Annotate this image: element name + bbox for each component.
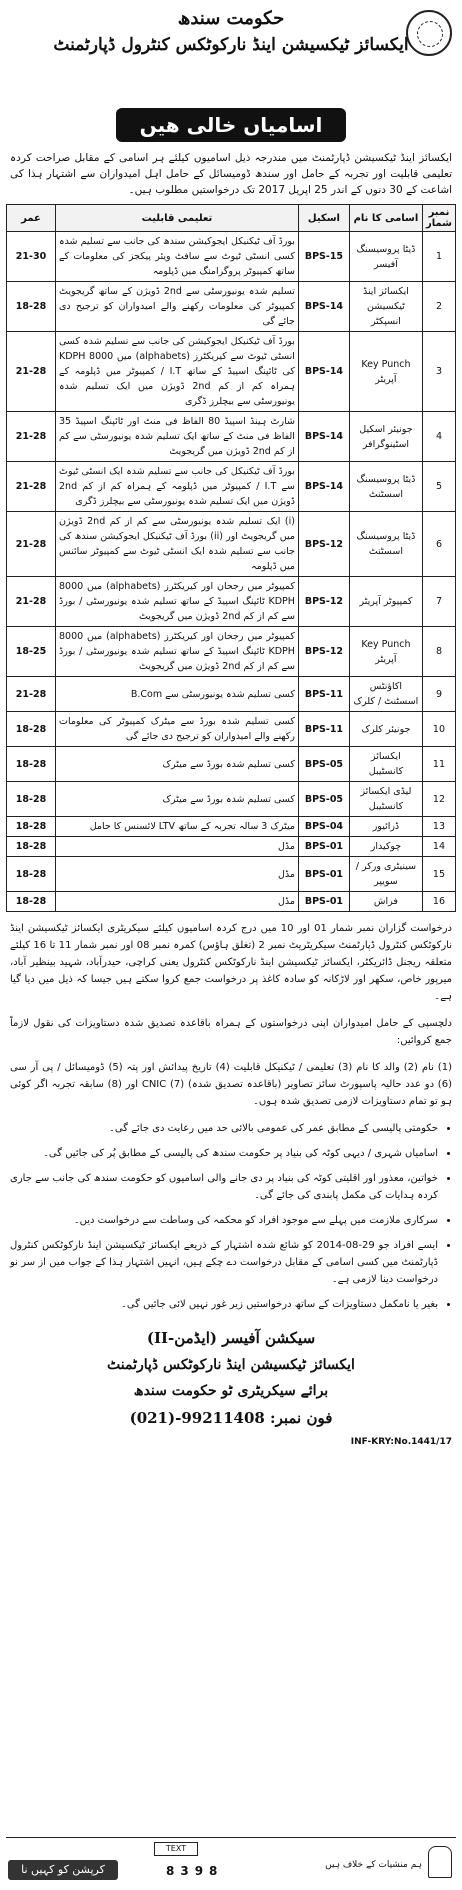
row-number: 14	[422, 837, 455, 857]
qualification: تسلیم شدہ یونیورسٹی سے 2nd ڈویژن کے ساتھ گریجویٹ کمپیوٹر کی معلومات رکھنے والے امیدواران کو ترجیح دی جائے گی	[56, 282, 299, 332]
row-number: 16	[422, 892, 455, 912]
header-post: اسامی کا نام	[349, 205, 422, 232]
table-row	[7, 232, 456, 282]
qualification: مڈل	[56, 892, 299, 912]
pay-scale: BPS-01	[298, 857, 349, 892]
qualification: کسی تسلیم شدہ بورڈ سے میٹرک کمپیوٹر کی معلومات رکھنے والے امیدواران کو ترجیح دی جائے گی	[56, 712, 299, 747]
signatory-department: ایکسائز ٹیکسیشن اینڈ نارکوٹکس ڈپارٹمنٹ	[107, 1357, 355, 1373]
age-limit: 21-30	[7, 232, 56, 282]
row-number: 2	[422, 282, 455, 332]
row-number: 6	[422, 512, 455, 577]
note-item: • سرکاری ملازمت میں پہلے سے موجود افراد کو محکمہ کی وساطت سے درخواست دیں۔	[10, 1212, 438, 1229]
age-limit: 21-28	[7, 412, 56, 462]
row-number: 12	[422, 782, 455, 817]
post-name: ڈرائیور	[349, 817, 422, 837]
reference-number: INF-KRY:No.1441/17	[350, 1437, 452, 1447]
footer	[6, 1837, 456, 1884]
text-label: TEXT	[154, 1842, 198, 1856]
anti-drug-slogan: ہم منشیات کے خلاف ہیں	[325, 1860, 422, 1870]
qualification: کسی تسلیم شدہ یونیورسٹی سے B.Com	[56, 677, 299, 712]
documents-title: دلچسپی کے حامل امیدواران اپنی درخواستوں کے ہمراہ باقاعدہ تصدیق شدہ دستاویزات کی نقول لازماً جمع کروائیں:	[10, 1018, 452, 1046]
row-number: 8	[422, 627, 455, 677]
mascot-icon	[428, 1846, 452, 1878]
qualification: میٹرک 3 سالہ تجربہ کے ساتھ LTV لائسنس کا حامل	[56, 817, 299, 837]
note-item: • بغیر یا نامکمل دستاویزات کے ساتھ درخواستیں زیر غور نہیں لائی جائیں گی۔	[10, 1296, 438, 1313]
table-row	[7, 892, 456, 912]
qualification: (i) ایک تسلیم شدہ یونیورسٹی سے کم از کم 2nd ڈویژن میں گریجویٹ اور (ii) بورڈ آف ٹیکنیکل ایجوکیشن سندھ کی جانب سے تسلیم شدہ ایک انسٹی ٹیوٹ سے کمپیوٹر سائنس میں ڈپلومہ	[56, 512, 299, 577]
age-limit: 18-28	[7, 712, 56, 747]
row-number: 15	[422, 857, 455, 892]
table-row	[7, 782, 456, 817]
row-number: 13	[422, 817, 455, 837]
table-row	[7, 512, 456, 577]
age-limit: 18-28	[7, 282, 56, 332]
note-item: • حکومتی پالیسی کے مطابق عمر کی عمومی بالائی حد میں رعایت دی جائے گی۔	[10, 1120, 438, 1137]
government-seal-icon	[406, 10, 452, 56]
qualification: مڈل	[56, 837, 299, 857]
pay-scale: BPS-11	[298, 712, 349, 747]
age-limit: 21-28	[7, 332, 56, 412]
row-number: 1	[422, 232, 455, 282]
age-limit: 18-28	[7, 747, 56, 782]
table-row	[7, 817, 456, 837]
qualification: کمپیوٹر میں رجحان اور کیریکٹرز (alphabets) میں 8000 KDPH ٹائپنگ اسپیڈ کے ساتھ تسلیم شدہ یونیورسٹی / بورڈ سے کم از کم 2nd ڈویژن میں گریجویٹ	[56, 627, 299, 677]
table-header-row	[7, 205, 456, 232]
qualification: کمپیوٹر میں رجحان اور کیریکٹرز (alphabets) میں 8000 KDPH ٹائپنگ اسپیڈ کے ساتھ تسلیم شدہ یونیورسٹی / بورڈ سے کم از کم 2nd ڈویژن میں گریجویٹ	[56, 577, 299, 627]
table-row	[7, 332, 456, 412]
qualification: مڈل	[56, 857, 299, 892]
post-name: کمپیوٹر آپریٹر	[349, 577, 422, 627]
table-row	[7, 577, 456, 627]
pay-scale: BPS-14	[298, 412, 349, 462]
pay-scale: BPS-12	[298, 627, 349, 677]
post-name: چوکیدار	[349, 837, 422, 857]
table-row	[7, 712, 456, 747]
department-title: ایکسائز ٹیکسیشن اینڈ نارکوٹکس کنٹرول ڈپارٹمنٹ	[53, 35, 409, 55]
table-row	[7, 747, 456, 782]
row-number: 11	[422, 747, 455, 782]
table-row	[7, 837, 456, 857]
table-row	[7, 627, 456, 677]
table-row	[7, 462, 456, 512]
intro-paragraph: ایکسائز اینڈ ٹیکسیشن ڈپارٹمنٹ میں مندرجہ ذیل اسامیوں کیلئے ہر اسامی کے مقابل صراحت کردہ تعلیمی قابلیت اور تجربہ کے حامل اور سندھ ڈومیسائل کے حامل اہل امیدواران سے اشتہار ہذا کی اشاعت کے 30 دنوں کے اندر 25 اپریل 2017 تک درخواستیں مطلوب ہیں۔	[10, 152, 452, 196]
age-limit: 18-28	[7, 837, 56, 857]
age-limit: 21-28	[7, 462, 56, 512]
note-item: • اسامیاں شہری / دیہی کوٹہ کی بنیاد پر حکومت سندھ کی پالیسی کے مطابق پُر کی جائیں گی۔	[10, 1145, 438, 1162]
pay-scale: BPS-12	[298, 577, 349, 627]
post-name: ڈیٹا پروسیسنگ اسسٹنٹ	[349, 512, 422, 577]
post-name: اکاؤنٹس اسسٹنٹ / کلرک	[349, 677, 422, 712]
signatory-officer: سیکشن آفیسر (ایڈمن-II)	[146, 1329, 316, 1347]
qualification: بورڈ آف ٹیکنیکل ایجوکیشن کی جانب سے تسلیم شدہ کسی انسٹی ٹیوٹ سے کیریکٹرز (alphabets) میں 8000 KDPH کی ٹائپنگ اسپیڈ کے ساتھ I.T / کمپیوٹر میں ڈپلومہ کے ہمراہ کم از کم 2nd ڈویژن میں ایک تسلیم شدہ یونیورسٹی سے بیچلرز ڈگری	[56, 332, 299, 412]
vacancies-table	[6, 204, 456, 912]
post-name: ڈیٹا پروسیسنگ اسسٹنٹ	[349, 462, 422, 512]
pay-scale: BPS-01	[298, 837, 349, 857]
row-number: 9	[422, 677, 455, 712]
sms-code: 8398	[166, 1864, 224, 1878]
header-no: نمبر شمار	[422, 205, 455, 232]
pay-scale: BPS-01	[298, 892, 349, 912]
documents-list: (1) نام (2) والد کا نام (3) تعلیمی / ٹیکنیکل قابلیت (4) تاریخ پیدائش اور پتہ (5) ڈومیسائل / پی آر سی (6) دو عدد حالیہ پاسپورٹ سائز تصاویر (باقاعدہ تصدیق شدہ) (7) CNIC اور (8) سابقہ تجربہ اگر کوئی ہو تو تمام دستاویزات لازمی تصدیق شدہ ہوں۔	[10, 1062, 452, 1107]
row-number: 7	[422, 577, 455, 627]
row-number: 3	[422, 332, 455, 412]
pay-scale: BPS-12	[298, 512, 349, 577]
header-scale: اسکیل	[298, 205, 349, 232]
anti-corruption-slogan: کرپشن کو کہیں نا	[8, 1860, 118, 1880]
post-name: سینیٹری ورکر / سویپر	[349, 857, 422, 892]
pay-scale: BPS-15	[298, 232, 349, 282]
row-number: 4	[422, 412, 455, 462]
post-name: ایکسائز اینڈ ٹیکسیشن انسپکٹر	[349, 282, 422, 332]
table-row	[7, 677, 456, 712]
pay-scale: BPS-04	[298, 817, 349, 837]
vacancies-banner: اسامیاں خالی ھیں	[116, 108, 346, 142]
age-limit: 18-28	[7, 857, 56, 892]
instructions	[6, 920, 456, 1313]
signature-block	[6, 1329, 456, 1427]
age-limit: 18-28	[7, 782, 56, 817]
post-name: لیڈی ایکسائز کانسٹیبل	[349, 782, 422, 817]
table-row	[7, 857, 456, 892]
pay-scale: BPS-14	[298, 282, 349, 332]
note-item: • ایسے افراد جو 29-08-2014 کو شائع شدہ اشتہار کے ذریعے ایکسائز ٹیکسیشن اینڈ نارکوٹکس کنٹرول ڈپارٹمنٹ میں کسی اسامی کے مقابل درخواست دے چکے ہیں، انہیں اشتہار ہذا کے جواب میں از سر نو درخواست دینا لازمی ہے۔	[10, 1237, 438, 1288]
header	[6, 8, 456, 104]
qualification: بورڈ آف ٹیکنیکل کی جانب سے تسلیم شدہ ایک انسٹی ٹیوٹ سے I.T / کمپیوٹر میں ڈپلومہ کے ہمراہ کم از کم 2nd ڈویژن میں ایک تسلیم شدہ یونیورسٹی سے بیچلرز ڈگری	[56, 462, 299, 512]
government-title: حکومت سندھ	[177, 8, 285, 29]
apply-paragraph: درخواست گزاران نمبر شمار 01 اور 10 میں درج کردہ اسامیوں کیلئے سیکریٹری ایکسائز ٹیکسیشن اینڈ نارکوٹکس کنٹرول ڈپارٹمنٹ سیکریٹریٹ نمبر 2 (تغلق ہاؤس) کمرہ نمبر 08 اور نمبر شمار 11 تا 16 کیلئے متعلقہ ریجنل ڈائریکٹر، ایکسائز ٹیکسیشن اینڈ نارکوٹکس کنٹرول یعنی کراچی، حیدرآباد، شہید بینظیر آباد، میرپور خاص، سکھر اور لاڑکانہ کو سادہ کاغذ پر درخواست جمع کروا سکتے ہیں جیسا کہ ذیل میں دیا گیا ہے۔	[10, 923, 452, 1002]
post-name: جونیئر اسکیل اسٹینوگرافر	[349, 412, 422, 462]
pay-scale: BPS-05	[298, 782, 349, 817]
age-limit: 21-28	[7, 677, 56, 712]
header-qualification: تعلیمی قابلیت	[56, 205, 299, 232]
qualification: کسی تسلیم شدہ بورڈ سے میٹرک	[56, 782, 299, 817]
age-limit: 18-25	[7, 627, 56, 677]
age-limit: 21-28	[7, 577, 56, 627]
post-name: ڈیٹا پروسیسنگ آفیسر	[349, 232, 422, 282]
post-name: فراش	[349, 892, 422, 912]
age-limit: 18-28	[7, 817, 56, 837]
pay-scale: BPS-11	[298, 677, 349, 712]
row-number: 5	[422, 462, 455, 512]
qualification: کسی تسلیم شدہ بورڈ سے میٹرک	[56, 747, 299, 782]
row-number: 10	[422, 712, 455, 747]
notes-list	[10, 1120, 452, 1313]
age-limit: 18-28	[7, 892, 56, 912]
header-age: عمر	[7, 205, 56, 232]
pay-scale: BPS-14	[298, 332, 349, 412]
qualification: بورڈ آف ٹیکنیکل ایجوکیشن سندھ کی جانب سے تسلیم شدہ کسی انسٹی ٹیوٹ سے سافٹ ویئر پیکجز کی معلومات کے ساتھ کمپیوٹر پروگرامنگ میں ڈپلومہ	[56, 232, 299, 282]
table-row	[7, 282, 456, 332]
post-name: Key Punch آپریٹر	[349, 627, 422, 677]
signatory-for: برائے سیکریٹری ٹو حکومت سندھ	[133, 1383, 329, 1399]
phone-number: فون نمبر: 99211408-(021)	[129, 1409, 333, 1427]
table-row	[7, 412, 456, 462]
post-name: Key Punch آپریٹر	[349, 332, 422, 412]
age-limit: 21-28	[7, 512, 56, 577]
pay-scale: BPS-14	[298, 462, 349, 512]
qualification: شارٹ ہینڈ اسپیڈ 80 الفاظ فی منٹ اور ٹائپنگ اسپیڈ 35 الفاظ فی منٹ کے ساتھ ایک تسلیم شدہ یونیورسٹی سے کم از کم 2nd ڈویژن میں گریجویٹ	[56, 412, 299, 462]
post-name: ایکسائز کانسٹیبل	[349, 747, 422, 782]
post-name: جونیئر کلرک	[349, 712, 422, 747]
job-advertisement	[6, 4, 456, 1884]
pay-scale: BPS-05	[298, 747, 349, 782]
note-item: • خواتین، معذور اور اقلیتی کوٹہ کی بنیاد پر دی جانے والی اسامیوں کو حکومت سندھ کی جانب سے جاری کردہ ہدایات کی مکمل پابندی کی جائے گی۔	[10, 1170, 438, 1204]
